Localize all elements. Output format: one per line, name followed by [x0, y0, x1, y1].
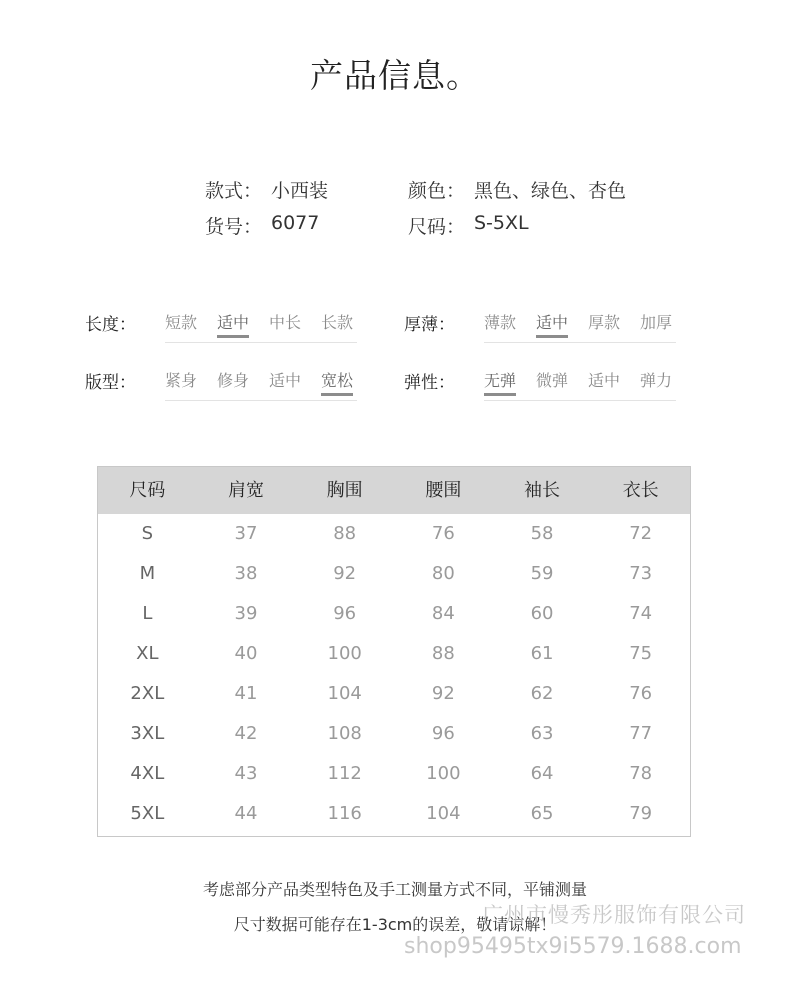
table-cell: 61	[530, 643, 554, 664]
attr-option-selected: 无弹	[484, 368, 516, 391]
table-cell: 60	[530, 603, 554, 624]
table-cell: 59	[530, 563, 554, 584]
table-cell: 96	[333, 603, 357, 624]
table-cell: 76	[431, 523, 455, 544]
attr-label: 弹性：	[404, 373, 455, 393]
table-cell-size: 5XL	[130, 803, 165, 824]
table-cell: 88	[333, 523, 357, 544]
table-row	[98, 634, 690, 674]
attr-option: 适中	[269, 371, 302, 390]
size-value: S-5XL	[474, 212, 529, 234]
table-cell-size: L	[142, 603, 153, 624]
table-cell: 104	[426, 803, 461, 824]
table-cell: 42	[234, 723, 258, 744]
note-line-2: 尺寸数据可能存在1-3cm的误差，敬请谅解！	[233, 915, 557, 934]
table-cell: 63	[530, 723, 554, 744]
attr-options	[165, 310, 357, 343]
table-cell: 80	[431, 563, 455, 584]
attr-label: 厚薄：	[404, 315, 455, 335]
table-row	[98, 514, 690, 554]
table-cell: 78	[629, 763, 653, 784]
color-value: 黑色、绿色、杏色	[474, 180, 627, 202]
table-header-cell: 肩宽	[228, 480, 264, 501]
table-cell: 44	[234, 803, 258, 824]
attr-options	[484, 368, 676, 401]
table-cell: 88	[431, 643, 455, 664]
attr-option-selected: 适中	[217, 310, 249, 333]
attr-option: 短款	[165, 313, 198, 332]
table-cell: 75	[629, 643, 653, 664]
table-header-cell: 腰围	[425, 480, 462, 501]
table-header-cell: 尺码	[129, 480, 166, 501]
color-label: 颜色：	[408, 180, 466, 202]
note-line-1: 考虑部分产品类型特色及手工测量方式不同，平铺测量	[202, 880, 587, 899]
table-cell: 104	[327, 683, 362, 704]
attr-option: 中长	[269, 313, 302, 332]
table-cell: 37	[234, 523, 258, 544]
table-cell: 65	[530, 803, 554, 824]
style-value: 小西装	[271, 180, 329, 202]
table-row	[98, 714, 690, 754]
attr-option: 弹力	[640, 371, 673, 390]
item-value: 6077	[271, 212, 320, 234]
table-cell: 41	[234, 683, 258, 704]
attr-label: 版型：	[85, 373, 136, 393]
watermark-company: 广州市慢秀彤服饰有限公司	[482, 903, 746, 927]
table-header-cell: 衣长	[622, 480, 659, 501]
attr-option-selected: 适中	[536, 310, 568, 333]
table-cell: 116	[327, 803, 362, 824]
table-cell: 62	[530, 683, 554, 704]
page-title: 产品信息。	[310, 56, 480, 95]
table-cell: 84	[431, 603, 455, 624]
table-cell: 100	[426, 763, 461, 784]
table-cell-size: 3XL	[130, 723, 165, 744]
attr-option-selected: 宽松	[321, 368, 353, 391]
table-row	[98, 554, 690, 594]
table-cell: 43	[234, 763, 258, 784]
table-cell: 108	[327, 723, 362, 744]
table-cell: 92	[333, 563, 357, 584]
size-table	[97, 466, 691, 837]
attr-option: 长款	[321, 313, 354, 332]
table-row	[98, 594, 690, 634]
table-row	[98, 754, 690, 794]
attr-option: 薄款	[484, 313, 517, 332]
attr-option: 紧身	[165, 371, 198, 390]
table-cell: 96	[431, 723, 455, 744]
attr-option: 修身	[217, 371, 250, 390]
table-cell-size: S	[141, 523, 154, 544]
table-row	[98, 674, 690, 714]
table-cell: 40	[234, 643, 258, 664]
attr-option: 微弹	[536, 371, 569, 390]
table-cell: 39	[234, 603, 258, 624]
table-cell: 64	[530, 763, 554, 784]
table-cell: 38	[234, 563, 258, 584]
table-cell-size: 2XL	[130, 683, 165, 704]
item-label: 货号：	[205, 216, 263, 238]
table-header-cell: 胸围	[326, 480, 363, 501]
table-header-cell: 袖长	[524, 480, 561, 501]
attr-option: 适中	[588, 371, 621, 390]
table-cell: 112	[327, 763, 362, 784]
attr-options	[165, 368, 357, 401]
table-header	[98, 467, 690, 514]
table-cell-size: 4XL	[130, 763, 165, 784]
table-body	[98, 514, 690, 834]
table-cell: 77	[629, 723, 653, 744]
style-label: 款式：	[205, 180, 263, 202]
attr-option: 加厚	[640, 313, 673, 332]
attr-label: 长度：	[85, 315, 136, 335]
size-label: 尺码：	[408, 216, 466, 238]
table-cell-size: M	[139, 563, 156, 584]
attr-options	[484, 310, 676, 343]
table-cell: 79	[629, 803, 653, 824]
table-cell-size: XL	[136, 643, 159, 664]
table-row	[98, 794, 690, 834]
attr-option: 厚款	[588, 313, 621, 332]
table-cell: 74	[629, 603, 653, 624]
table-cell: 92	[431, 683, 455, 704]
table-cell: 72	[629, 523, 653, 544]
watermark-shop: shop95495tx9i5579.1688.com	[404, 934, 742, 959]
table-cell: 58	[530, 523, 554, 544]
table-cell: 100	[327, 643, 362, 664]
table-cell: 73	[629, 563, 653, 584]
table-cell: 76	[629, 683, 653, 704]
